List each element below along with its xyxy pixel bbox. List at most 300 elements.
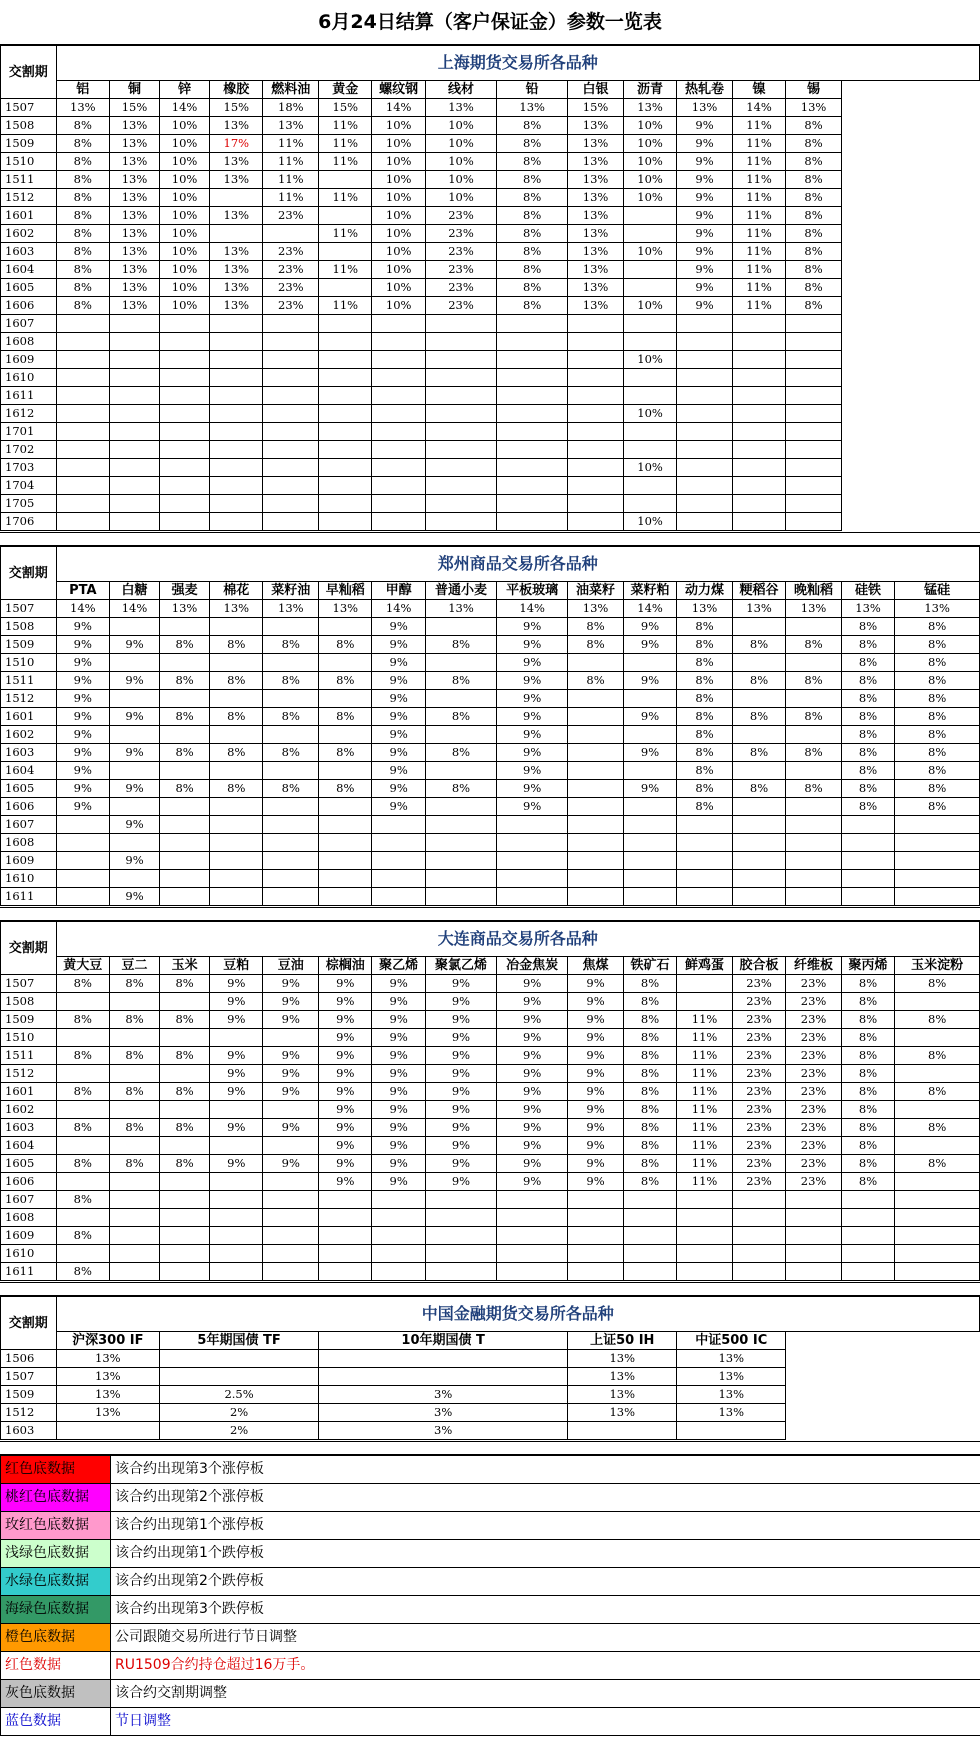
margin-cell: 9% bbox=[110, 888, 160, 906]
margin-cell: 13% bbox=[160, 600, 210, 618]
margin-cell: 13% bbox=[677, 1368, 786, 1386]
margin-cell: 11% bbox=[319, 189, 372, 207]
margin-cell: 9% bbox=[425, 1155, 496, 1173]
table-row bbox=[1, 1191, 980, 1209]
margin-cell: 8% bbox=[160, 672, 210, 690]
margin-cell bbox=[56, 1029, 109, 1047]
delivery-period: 1703 bbox=[1, 459, 57, 477]
margin-cell: 9% bbox=[372, 1047, 425, 1065]
margin-cell bbox=[263, 1245, 319, 1263]
column-header: 硅铁 bbox=[841, 582, 894, 600]
margin-cell bbox=[677, 888, 733, 906]
margin-cell: 11% bbox=[732, 297, 785, 315]
margin-cell bbox=[425, 477, 496, 495]
margin-cell bbox=[319, 690, 372, 708]
margin-cell: 3% bbox=[319, 1386, 568, 1404]
margin-cell: 9% bbox=[497, 672, 568, 690]
margin-cell bbox=[210, 189, 263, 207]
table-row bbox=[1, 636, 980, 654]
margin-cell bbox=[568, 888, 624, 906]
margin-cell bbox=[568, 852, 624, 870]
margin-cell: 9% bbox=[210, 1011, 263, 1029]
column-header: 菜籽粕 bbox=[623, 582, 676, 600]
margin-cell: 9% bbox=[319, 1083, 372, 1101]
margin-cell: 8% bbox=[786, 261, 842, 279]
margin-cell bbox=[110, 654, 160, 672]
margin-cell: 8% bbox=[110, 1047, 160, 1065]
margin-cell: 8% bbox=[210, 708, 263, 726]
margin-cell: 9% bbox=[319, 1011, 372, 1029]
margin-cell: 23% bbox=[786, 1065, 842, 1083]
margin-cell bbox=[319, 441, 372, 459]
margin-cell: 9% bbox=[497, 654, 568, 672]
margin-cell bbox=[425, 513, 496, 531]
margin-cell: 11% bbox=[677, 1101, 733, 1119]
margin-cell: 13% bbox=[110, 171, 160, 189]
margin-cell: 8% bbox=[623, 1137, 676, 1155]
column-header: 锡 bbox=[786, 81, 842, 99]
table-row bbox=[1, 708, 980, 726]
margin-cell: 23% bbox=[786, 1011, 842, 1029]
margin-cell bbox=[732, 513, 785, 531]
margin-cell bbox=[841, 888, 894, 906]
margin-cell: 8% bbox=[623, 1047, 676, 1065]
margin-cell bbox=[623, 798, 676, 816]
margin-cell bbox=[160, 993, 210, 1011]
margin-cell bbox=[841, 870, 894, 888]
margin-cell: 13% bbox=[568, 1404, 677, 1422]
margin-cell: 9% bbox=[56, 780, 109, 798]
margin-cell bbox=[372, 1245, 425, 1263]
margin-cell bbox=[425, 834, 496, 852]
margin-cell: 9% bbox=[677, 171, 733, 189]
margin-cell bbox=[786, 798, 842, 816]
margin-cell bbox=[568, 441, 624, 459]
delivery-period-label: 交割期 bbox=[1, 1297, 57, 1350]
margin-cell bbox=[732, 1191, 785, 1209]
margin-cell: 8% bbox=[56, 1011, 109, 1029]
margin-cell: 8% bbox=[497, 135, 568, 153]
margin-cell: 23% bbox=[263, 279, 319, 297]
margin-cell: 10% bbox=[372, 171, 425, 189]
margin-cell: 9% bbox=[677, 135, 733, 153]
legend-description: 节日调整 bbox=[111, 1708, 980, 1736]
margin-cell: 9% bbox=[425, 1011, 496, 1029]
margin-cell bbox=[677, 1422, 786, 1440]
table-row bbox=[1, 798, 980, 816]
margin-cell: 13% bbox=[677, 99, 733, 117]
margin-cell: 8% bbox=[786, 708, 842, 726]
margin-cell: 13% bbox=[210, 297, 263, 315]
legend-description: 该合约出现第3个涨停板 bbox=[111, 1456, 980, 1484]
margin-cell bbox=[895, 834, 980, 852]
blank-cell bbox=[841, 189, 979, 207]
column-header: 棉花 bbox=[210, 582, 263, 600]
margin-cell: 10% bbox=[623, 153, 676, 171]
margin-cell: 9% bbox=[319, 975, 372, 993]
margin-cell: 8% bbox=[623, 1083, 676, 1101]
margin-cell bbox=[786, 870, 842, 888]
margin-cell: 13% bbox=[568, 297, 624, 315]
margin-cell bbox=[497, 870, 568, 888]
margin-cell bbox=[425, 1245, 496, 1263]
margin-cell bbox=[319, 816, 372, 834]
margin-cell: 9% bbox=[210, 1065, 263, 1083]
margin-cell bbox=[372, 495, 425, 513]
margin-cell: 8% bbox=[732, 672, 785, 690]
margin-cell bbox=[732, 762, 785, 780]
margin-cell: 8% bbox=[895, 798, 980, 816]
margin-cell bbox=[56, 387, 109, 405]
margin-cell: 9% bbox=[568, 1029, 624, 1047]
margin-cell bbox=[56, 423, 109, 441]
margin-cell: 10% bbox=[160, 207, 210, 225]
table-row bbox=[1, 495, 980, 513]
margin-cell bbox=[160, 1245, 210, 1263]
margin-cell: 8% bbox=[56, 1263, 109, 1281]
margin-cell bbox=[263, 690, 319, 708]
margin-cell bbox=[568, 459, 624, 477]
table-row bbox=[1, 315, 980, 333]
margin-cell: 13% bbox=[568, 279, 624, 297]
margin-cell bbox=[425, 1263, 496, 1281]
margin-cell bbox=[110, 834, 160, 852]
margin-cell: 9% bbox=[372, 780, 425, 798]
margin-cell bbox=[319, 1350, 568, 1368]
margin-cell bbox=[895, 1263, 980, 1281]
legend-swatch-label: 灰色底数据 bbox=[1, 1680, 111, 1708]
margin-cell: 2% bbox=[160, 1422, 319, 1440]
margin-cell: 9% bbox=[425, 1119, 496, 1137]
margin-cell: 9% bbox=[319, 1137, 372, 1155]
margin-cell: 9% bbox=[425, 993, 496, 1011]
table-row bbox=[1, 762, 980, 780]
margin-cell bbox=[372, 369, 425, 387]
margin-cell: 8% bbox=[895, 654, 980, 672]
margin-cell bbox=[319, 423, 372, 441]
margin-cell bbox=[732, 333, 785, 351]
margin-cell bbox=[623, 726, 676, 744]
column-header: 镍 bbox=[732, 81, 785, 99]
margin-cell bbox=[263, 870, 319, 888]
margin-cell: 13% bbox=[841, 600, 894, 618]
margin-cell bbox=[677, 993, 733, 1011]
margin-cell: 11% bbox=[677, 1137, 733, 1155]
margin-cell bbox=[319, 333, 372, 351]
margin-cell bbox=[623, 762, 676, 780]
margin-cell: 13% bbox=[497, 99, 568, 117]
table-row bbox=[1, 405, 980, 423]
delivery-period: 1601 bbox=[1, 1083, 57, 1101]
margin-cell: 9% bbox=[497, 975, 568, 993]
margin-cell: 8% bbox=[623, 1101, 676, 1119]
exchange-title: 中国金融期货交易所各品种 bbox=[56, 1297, 979, 1332]
margin-cell: 8% bbox=[263, 780, 319, 798]
table-row bbox=[1, 1263, 980, 1281]
margin-cell: 9% bbox=[497, 744, 568, 762]
margin-cell: 8% bbox=[786, 171, 842, 189]
margin-cell bbox=[160, 1029, 210, 1047]
margin-cell bbox=[425, 1191, 496, 1209]
margin-cell: 9% bbox=[568, 1047, 624, 1065]
margin-cell: 9% bbox=[319, 1119, 372, 1137]
margin-cell: 9% bbox=[263, 1083, 319, 1101]
margin-cell bbox=[677, 513, 733, 531]
margin-cell bbox=[56, 369, 109, 387]
margin-cell: 8% bbox=[319, 672, 372, 690]
margin-cell bbox=[786, 816, 842, 834]
margin-cell bbox=[210, 1245, 263, 1263]
margin-cell: 9% bbox=[56, 636, 109, 654]
margin-cell bbox=[786, 654, 842, 672]
margin-cell: 9% bbox=[497, 993, 568, 1011]
blank-cell bbox=[841, 351, 979, 369]
margin-cell: 8% bbox=[319, 744, 372, 762]
margin-cell: 9% bbox=[319, 1101, 372, 1119]
table-row bbox=[1, 1422, 980, 1440]
margin-cell bbox=[160, 618, 210, 636]
blank-cell bbox=[841, 369, 979, 387]
margin-cell: 8% bbox=[56, 297, 109, 315]
table-row bbox=[1, 888, 980, 906]
margin-cell bbox=[263, 1137, 319, 1155]
margin-cell: 9% bbox=[319, 1173, 372, 1191]
margin-cell bbox=[210, 225, 263, 243]
delivery-period: 1510 bbox=[1, 1029, 57, 1047]
margin-cell bbox=[160, 726, 210, 744]
table-row bbox=[1, 726, 980, 744]
margin-cell bbox=[497, 477, 568, 495]
margin-cell: 13% bbox=[568, 225, 624, 243]
margin-cell bbox=[160, 459, 210, 477]
margin-cell: 8% bbox=[841, 1137, 894, 1155]
margin-cell: 9% bbox=[677, 153, 733, 171]
section-gap bbox=[0, 1441, 980, 1455]
margin-cell bbox=[425, 1209, 496, 1227]
margin-cell bbox=[160, 1137, 210, 1155]
margin-cell: 13% bbox=[210, 600, 263, 618]
delivery-period: 1604 bbox=[1, 1137, 57, 1155]
margin-cell: 23% bbox=[786, 1029, 842, 1047]
table-row bbox=[1, 387, 980, 405]
margin-cell: 9% bbox=[568, 1083, 624, 1101]
delivery-period: 1602 bbox=[1, 225, 57, 243]
margin-cell: 9% bbox=[210, 975, 263, 993]
margin-cell: 8% bbox=[497, 153, 568, 171]
margin-cell: 8% bbox=[160, 1011, 210, 1029]
margin-cell bbox=[319, 1263, 372, 1281]
column-header: 铁矿石 bbox=[623, 957, 676, 975]
delivery-period: 1510 bbox=[1, 654, 57, 672]
margin-cell: 11% bbox=[263, 153, 319, 171]
margin-cell: 9% bbox=[319, 1047, 372, 1065]
margin-cell bbox=[677, 351, 733, 369]
margin-cell: 13% bbox=[210, 171, 263, 189]
margin-cell: 8% bbox=[677, 672, 733, 690]
margin-cell bbox=[263, 423, 319, 441]
table-row bbox=[1, 207, 980, 225]
margin-cell: 13% bbox=[568, 117, 624, 135]
column-header: 纤维板 bbox=[786, 957, 842, 975]
margin-cell bbox=[895, 1227, 980, 1245]
table-row bbox=[1, 171, 980, 189]
margin-cell bbox=[210, 690, 263, 708]
margin-cell bbox=[732, 459, 785, 477]
margin-cell: 10% bbox=[372, 117, 425, 135]
margin-cell: 13% bbox=[263, 600, 319, 618]
margin-cell: 8% bbox=[56, 279, 109, 297]
margin-cell bbox=[732, 369, 785, 387]
margin-cell bbox=[497, 1245, 568, 1263]
margin-cell bbox=[160, 1209, 210, 1227]
legend bbox=[0, 1455, 980, 1736]
legend-item bbox=[1, 1680, 980, 1708]
margin-cell bbox=[160, 690, 210, 708]
margin-cell: 14% bbox=[110, 600, 160, 618]
margin-cell bbox=[110, 798, 160, 816]
margin-cell bbox=[623, 207, 676, 225]
margin-cell: 8% bbox=[56, 1047, 109, 1065]
margin-cell: 2% bbox=[160, 1404, 319, 1422]
margin-cell bbox=[732, 351, 785, 369]
margin-cell: 23% bbox=[425, 261, 496, 279]
margin-cell bbox=[263, 495, 319, 513]
blank-cell bbox=[786, 1404, 980, 1422]
table-row bbox=[1, 513, 980, 531]
margin-cell: 13% bbox=[110, 207, 160, 225]
margin-cell bbox=[160, 513, 210, 531]
margin-cell: 23% bbox=[732, 1047, 785, 1065]
margin-cell: 13% bbox=[568, 1386, 677, 1404]
column-header: 燃料油 bbox=[263, 81, 319, 99]
legend-table bbox=[0, 1455, 980, 1736]
margin-cell: 8% bbox=[56, 1155, 109, 1173]
table-row bbox=[1, 459, 980, 477]
margin-cell bbox=[895, 1173, 980, 1191]
legend-item bbox=[1, 1708, 980, 1736]
margin-cell bbox=[732, 1209, 785, 1227]
margin-cell: 11% bbox=[732, 261, 785, 279]
margin-cell bbox=[623, 477, 676, 495]
table-row bbox=[1, 1245, 980, 1263]
margin-cell: 8% bbox=[263, 672, 319, 690]
margin-cell bbox=[732, 423, 785, 441]
margin-cell bbox=[497, 333, 568, 351]
margin-cell: 11% bbox=[677, 1155, 733, 1173]
margin-cell: 3% bbox=[319, 1422, 568, 1440]
margin-cell bbox=[160, 798, 210, 816]
margin-cell bbox=[786, 1245, 842, 1263]
margin-cell: 8% bbox=[56, 1227, 109, 1245]
margin-cell: 8% bbox=[841, 975, 894, 993]
delivery-period: 1512 bbox=[1, 690, 57, 708]
margin-cell: 15% bbox=[319, 99, 372, 117]
margin-cell: 10% bbox=[623, 171, 676, 189]
blank-cell bbox=[786, 1422, 980, 1440]
table-row bbox=[1, 1083, 980, 1101]
delivery-period: 1509 bbox=[1, 135, 57, 153]
margin-cell bbox=[786, 351, 842, 369]
column-header: 沥青 bbox=[623, 81, 676, 99]
margin-cell: 8% bbox=[160, 744, 210, 762]
margin-cell: 8% bbox=[841, 636, 894, 654]
margin-cell: 13% bbox=[568, 153, 624, 171]
delivery-period: 1607 bbox=[1, 1191, 57, 1209]
margin-cell: 10% bbox=[623, 459, 676, 477]
margin-cell: 8% bbox=[623, 1029, 676, 1047]
margin-cell: 23% bbox=[732, 1083, 785, 1101]
margin-cell: 9% bbox=[372, 690, 425, 708]
margin-cell: 11% bbox=[319, 135, 372, 153]
margin-cell: 10% bbox=[160, 153, 210, 171]
margin-cell bbox=[319, 888, 372, 906]
margin-cell bbox=[110, 726, 160, 744]
margin-cell bbox=[372, 387, 425, 405]
margin-cell: 23% bbox=[786, 993, 842, 1011]
margin-cell: 11% bbox=[677, 1119, 733, 1137]
margin-cell bbox=[623, 654, 676, 672]
margin-cell bbox=[677, 1209, 733, 1227]
margin-cell bbox=[319, 243, 372, 261]
margin-cell: 9% bbox=[623, 780, 676, 798]
margin-cell bbox=[497, 888, 568, 906]
margin-cell bbox=[497, 816, 568, 834]
margin-cell bbox=[210, 888, 263, 906]
margin-cell: 8% bbox=[677, 726, 733, 744]
margin-cell bbox=[425, 405, 496, 423]
delivery-period: 1508 bbox=[1, 117, 57, 135]
margin-cell: 9% bbox=[372, 1173, 425, 1191]
margin-cell bbox=[210, 405, 263, 423]
margin-cell bbox=[677, 1245, 733, 1263]
margin-cell: 23% bbox=[732, 1011, 785, 1029]
margin-cell: 9% bbox=[372, 636, 425, 654]
margin-cell bbox=[210, 1263, 263, 1281]
margin-cell: 9% bbox=[425, 1101, 496, 1119]
margin-cell bbox=[732, 852, 785, 870]
table-row bbox=[1, 1155, 980, 1173]
margin-cell bbox=[895, 1191, 980, 1209]
margin-cell: 8% bbox=[210, 672, 263, 690]
margin-cell bbox=[210, 333, 263, 351]
margin-cell: 14% bbox=[732, 99, 785, 117]
margin-cell: 8% bbox=[841, 1173, 894, 1191]
margin-cell bbox=[677, 1263, 733, 1281]
margin-cell bbox=[425, 315, 496, 333]
margin-cell: 8% bbox=[568, 672, 624, 690]
margin-cell bbox=[372, 1263, 425, 1281]
margin-cell: 10% bbox=[623, 297, 676, 315]
margin-cell: 8% bbox=[786, 153, 842, 171]
margin-cell bbox=[732, 726, 785, 744]
margin-cell: 9% bbox=[319, 993, 372, 1011]
margin-cell bbox=[372, 888, 425, 906]
margin-cell: 9% bbox=[568, 1137, 624, 1155]
delivery-period: 1602 bbox=[1, 726, 57, 744]
margin-cell bbox=[786, 690, 842, 708]
margin-cell bbox=[110, 993, 160, 1011]
margin-cell: 10% bbox=[160, 279, 210, 297]
margin-cell bbox=[732, 387, 785, 405]
table-row bbox=[1, 1227, 980, 1245]
margin-cell: 13% bbox=[263, 117, 319, 135]
margin-cell: 9% bbox=[497, 1137, 568, 1155]
margin-cell: 9% bbox=[623, 636, 676, 654]
margin-cell: 8% bbox=[425, 780, 496, 798]
margin-cell bbox=[497, 459, 568, 477]
margin-cell bbox=[56, 1101, 109, 1119]
margin-cell bbox=[677, 333, 733, 351]
